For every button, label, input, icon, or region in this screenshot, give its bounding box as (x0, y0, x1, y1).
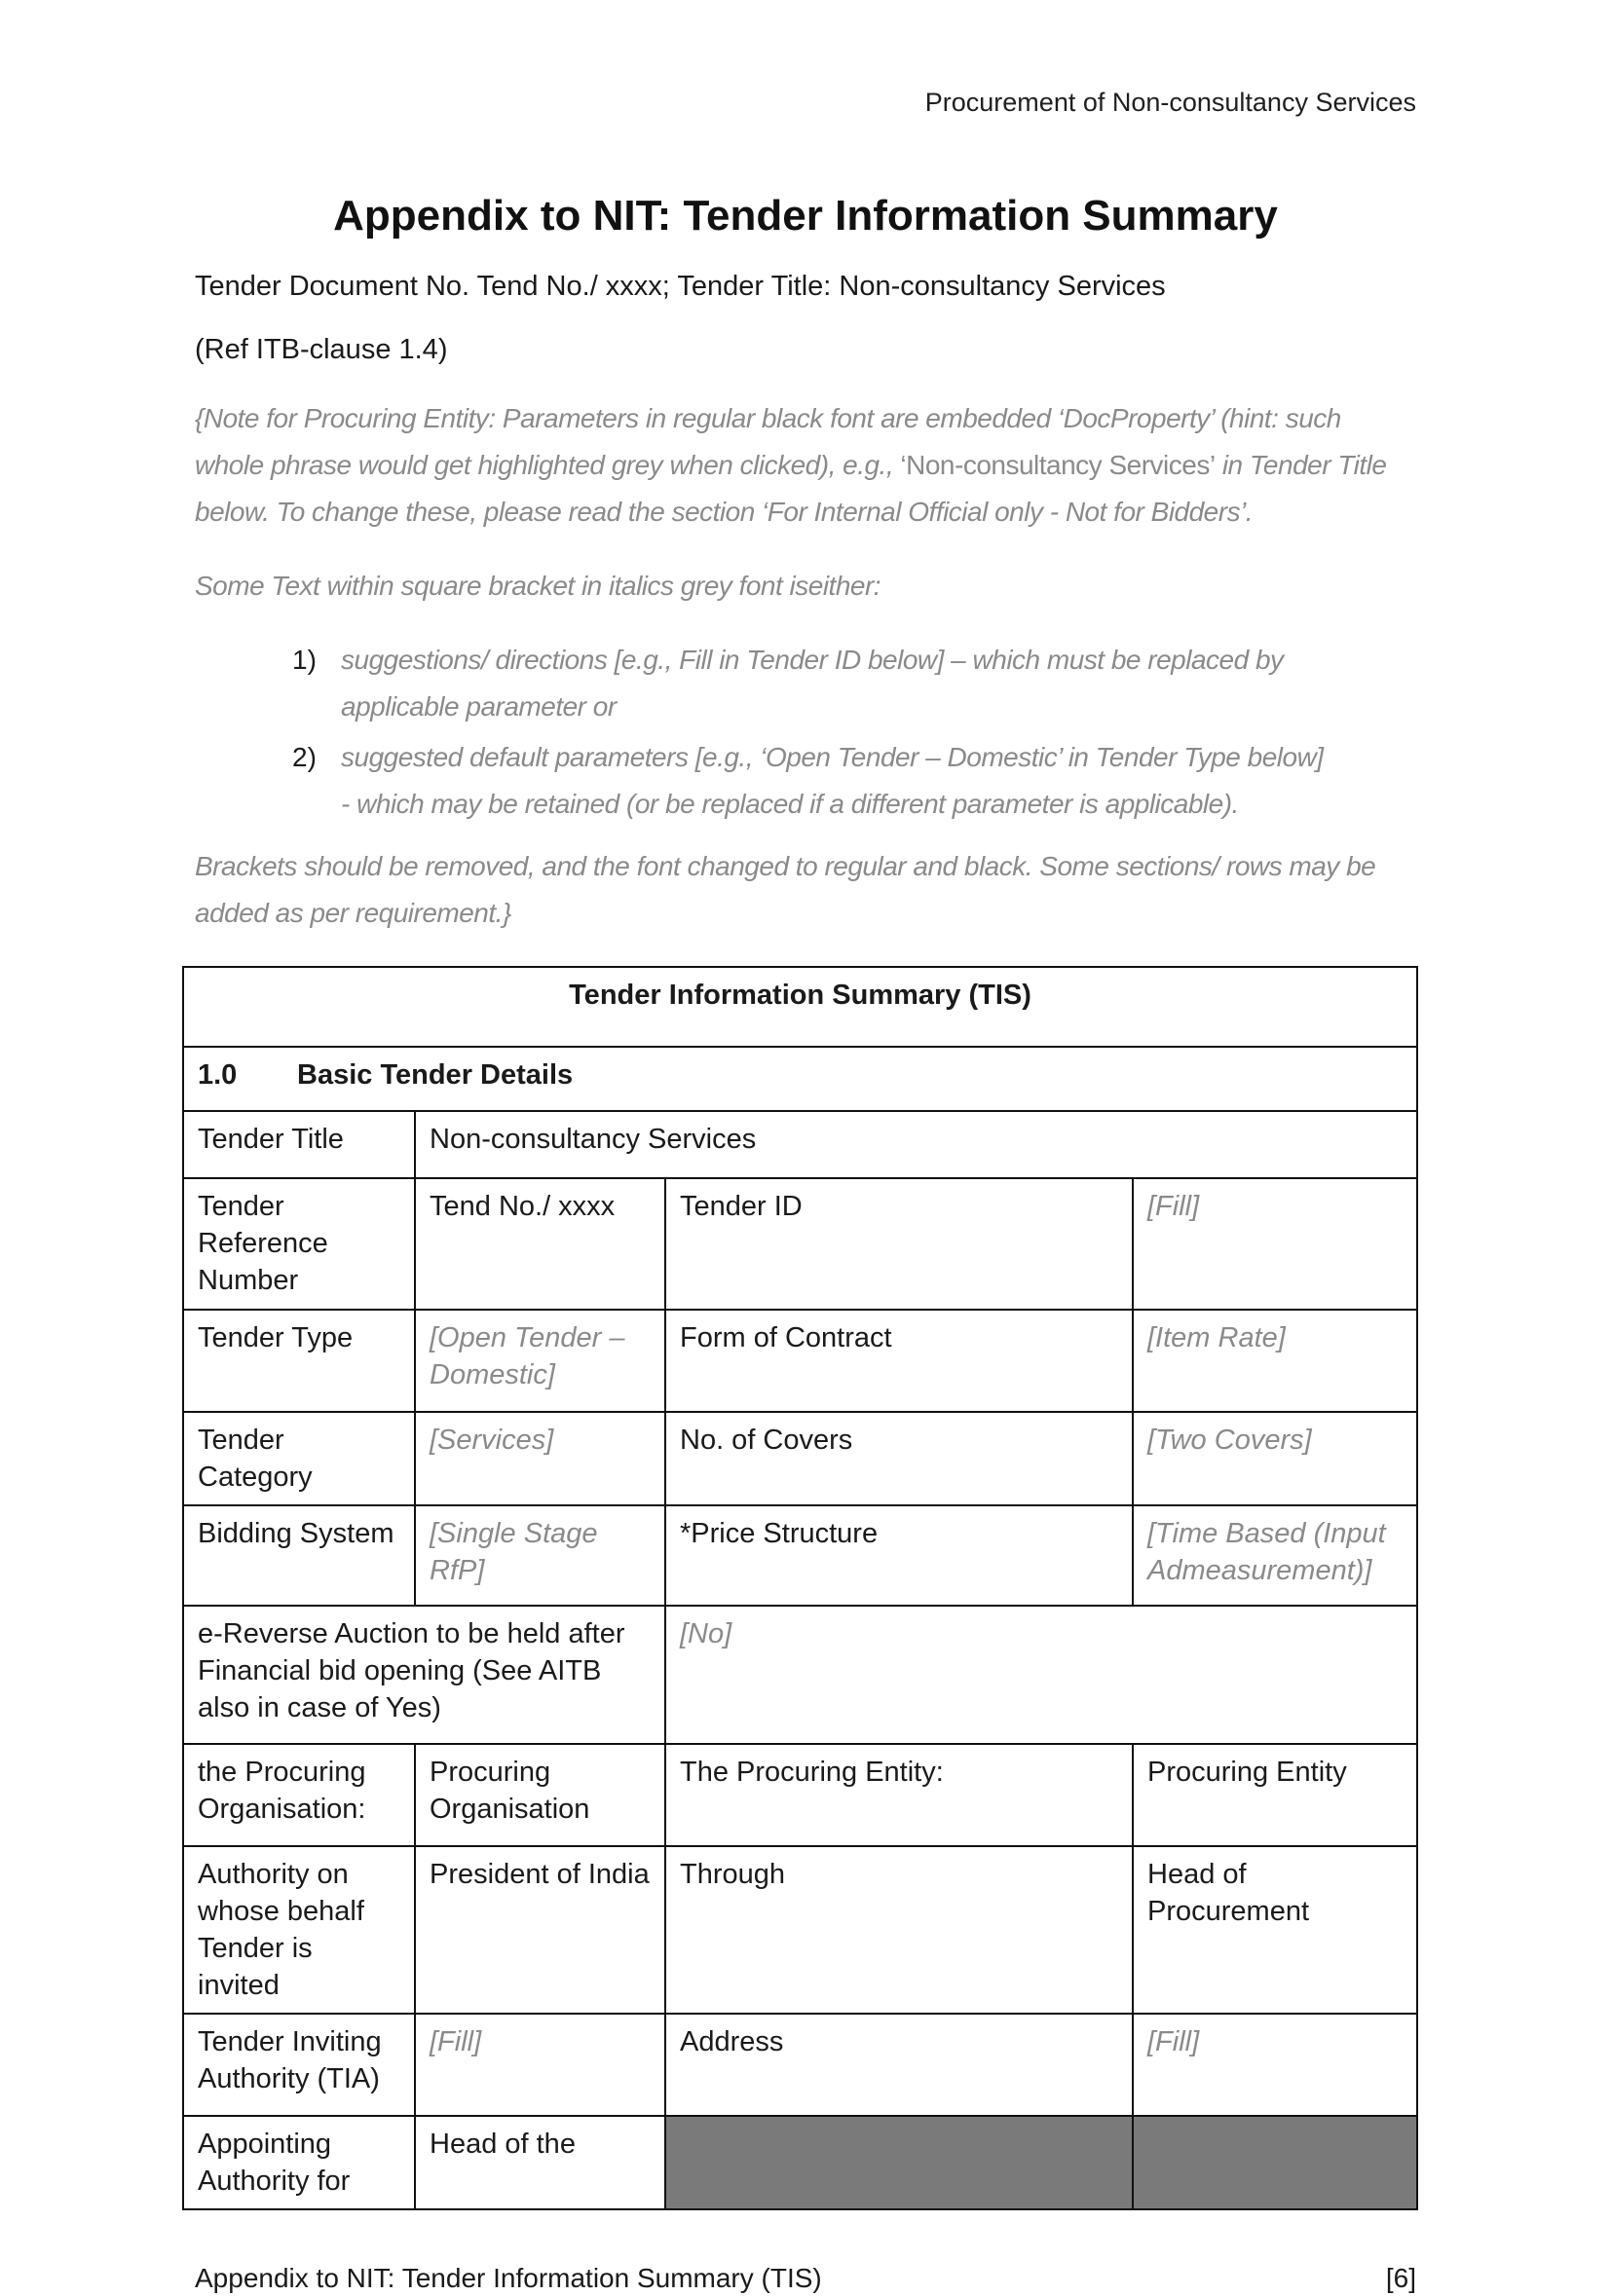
cell-tender-id-value: [Fill] (1133, 1178, 1417, 1310)
closing-note: Brackets should be removed, and the font changed to regular and black. Some sections/ rows may be added as per requirement.} (195, 851, 1376, 928)
cell-tender-category-value: [Services] (415, 1412, 665, 1505)
cell-address-label: Address (665, 2014, 1133, 2116)
section-label: Basic Tender Details (297, 1059, 574, 1091)
cell-tender-reference-value: Tend No./ xxxx (415, 1178, 665, 1310)
cell-shaded-empty-2 (1133, 2116, 1417, 2209)
notes-list (195, 637, 1416, 828)
cell-tia-label: Tender Inviting Authority (TIA) (183, 2014, 415, 2116)
running-header: Procurement of Non-consultancy Services (924, 88, 1416, 117)
cell-appointing-authority-value: Head of the (415, 2116, 665, 2209)
cell-procuring-organisation-value: Procuring Organisation (415, 1744, 665, 1846)
cell-no-of-covers-label: No. of Covers (665, 1412, 1133, 1505)
cell-tender-reference-label: Tender Reference Number (183, 1178, 415, 1310)
section-header-cell (183, 1047, 1417, 1111)
list-item-1-text: suggestions/ directions [e.g., Fill in Tender ID below] – which must be replaced by applicable parameter or (341, 645, 1284, 722)
docproperty-note-post: in Tender Title below. To change these, please read the section ‘For Internal Official only - Not for Bidders’. (195, 450, 1387, 527)
table-row (183, 1846, 1417, 2014)
cell-bidding-system-value: [Single Stage RfP] (415, 1505, 665, 1606)
cell-tender-id-label: Tender ID (665, 1178, 1133, 1310)
cell-price-structure-label: *Price Structure (665, 1505, 1133, 1606)
cell-address-value: [Fill] (1133, 2014, 1417, 2116)
cell-tender-title-label: Tender Title (183, 1111, 415, 1178)
table-row (183, 1310, 1417, 1412)
section-number: 1.0 (198, 1059, 238, 1091)
table-row (183, 1178, 1417, 1310)
page-title: Appendix to NIT: Tender Information Summary (333, 192, 1278, 240)
footer-page-number: [6] (1385, 2263, 1416, 2293)
cell-tender-category-label: Tender Category (183, 1412, 415, 1505)
cell-through-value: Head of Procurement (1133, 1846, 1417, 2014)
cell-price-structure-value: [Time Based (Input Admeasurement)] (1133, 1505, 1417, 1606)
cell-ereverse-auction-value: [No] (665, 1606, 1417, 1744)
ref-clause-line: (Ref ITB-clause 1.4) (195, 334, 448, 365)
cell-authority-value: President of India (415, 1846, 665, 2014)
list-item-2 (195, 734, 1416, 828)
cell-procuring-entity-label: The Procuring Entity: (665, 1744, 1133, 1846)
cell-tender-type-label: Tender Type (183, 1310, 415, 1412)
cell-tender-type-value: [Open Tender – Domestic] (415, 1310, 665, 1412)
table-row (183, 1412, 1417, 1505)
table-row (183, 1505, 1417, 1606)
table-title-cell: Tender Information Summary (TIS) (183, 967, 1417, 1047)
cell-tender-title-value: Non-consultancy Services (415, 1111, 1417, 1178)
square-bracket-intro: Some Text within square bracket in italics grey font iseither: (195, 571, 881, 601)
list-item-2-param: ‘Open Tender – Domestic’ (760, 742, 1062, 772)
table-row (183, 2116, 1417, 2209)
docproperty-note-pre: {Note for Procuring Entity: Parameters in regular black font are embedded ‘DocProperty’ (hint: such whole phrase would get highlighted grey when clicked), e.g., (195, 403, 1341, 480)
cell-procuring-entity-value: Procuring Entity (1133, 1744, 1417, 1846)
cell-ereverse-auction-label: e-Reverse Auction to be held after Financial bid opening (See AITB also in case of Yes) (183, 1606, 665, 1744)
cell-tia-value: [Fill] (415, 2014, 665, 2116)
table-row (183, 1606, 1417, 1744)
cell-procuring-organisation-label: the Procuring Organisation: (183, 1744, 415, 1846)
cell-appointing-authority-label: Appointing Authority for (183, 2116, 415, 2209)
table-row (183, 1111, 1417, 1178)
list-item-1-number: 1) (292, 645, 317, 675)
cell-bidding-system-label: Bidding System (183, 1505, 415, 1606)
cell-form-of-contract-label: Form of Contract (665, 1310, 1133, 1412)
tender-information-summary-table (182, 966, 1418, 2210)
table-title-row (183, 967, 1417, 1047)
list-item-2-pre: suggested default parameters [e.g., (341, 742, 761, 772)
list-item-1 (195, 637, 1416, 730)
tender-document-line: Tender Document No. Tend No./ xxxx; Tender Title: Non-consultancy Services (195, 271, 1166, 302)
section-header-row (183, 1047, 1417, 1111)
cell-through-label: Through (665, 1846, 1133, 2014)
list-item-2-number: 2) (292, 742, 317, 772)
cell-no-of-covers-value: [Two Covers] (1133, 1412, 1417, 1505)
list-item-2-post: in Tender Type below] - which may be retained (or be replaced if a different parameter is applicable). (341, 742, 1324, 819)
docproperty-note-param: ‘Non-consultancy Services’ (900, 450, 1216, 480)
cell-shaded-empty-1 (665, 2116, 1133, 2209)
page-footer (195, 2261, 1416, 2296)
list-item-2-text (341, 734, 1325, 828)
docproperty-note (195, 395, 1416, 536)
cell-authority-label: Authority on whose behalf Tender is invited (183, 1846, 415, 2014)
footer-title: Appendix to NIT: Tender Information Summary (TIS) (195, 2263, 822, 2293)
table-row (183, 1744, 1417, 1846)
cell-form-of-contract-value: [Item Rate] (1133, 1310, 1417, 1412)
table-row (183, 2014, 1417, 2116)
